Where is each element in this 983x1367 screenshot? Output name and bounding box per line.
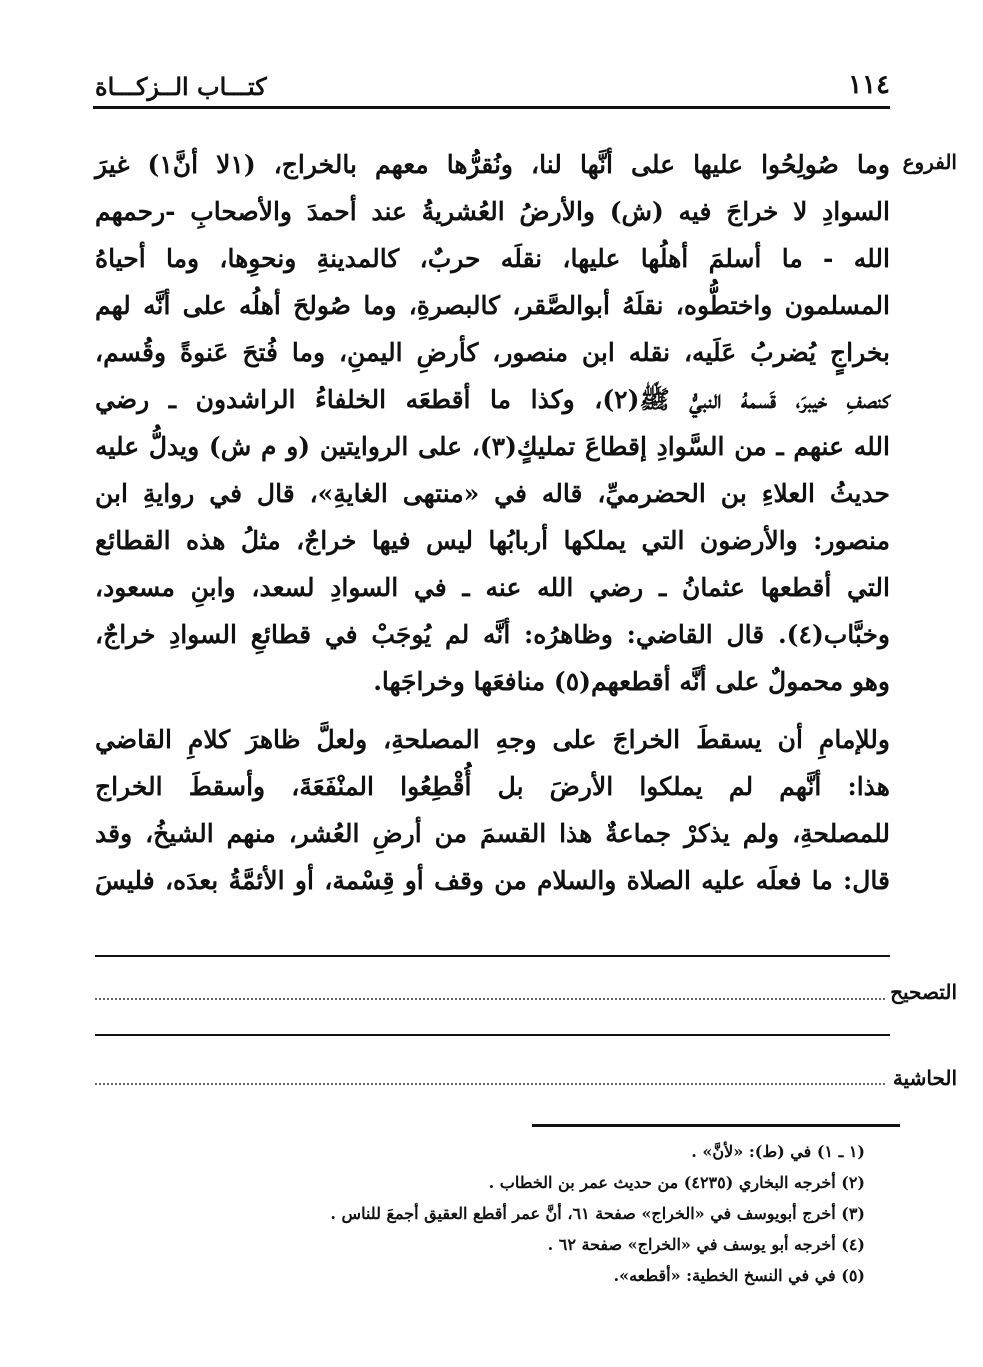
body-line: بخراجٍ يُضربُ عَلَيه، نقله ابن منصور، كأرضِ اليمنِ، وما فُتحَ عَنوةً وقُسم، [95,338,890,367]
body-line: المسلمون واختطُّوه، نقلَهُ أبوالصَّقر، كالبصرةِ، وما صُولحَ أهلُه على أنَّه لهم [95,291,890,320]
body-line: وهو محمولٌ على أنَّه أقطعهم(٥) منافعَها وخراجَها. [373,667,890,696]
divider [95,1034,890,1036]
body-line: وللإمامِ أن يسقطَ الخراجَ على وجهِ المصلحةِ، ولعلَّ ظاهرَ كلامِ القاضي [95,725,890,754]
footnote: (٥) في في النسخ الخطية: «أقطعه». [613,1266,865,1285]
hashiya-dotted-line [95,1083,885,1085]
body-line: هذا: أنَّهم لم يملكوا الأرضَ بل أُقْطِعُوا المنْفَعَةَ، وأسقطَ الخراج [95,772,890,801]
tashih-dotted-line [95,998,885,1000]
body-line: كنصفِ خيبرَ، قَسمهُ النبيُّ ﷺ(٢)، وكذا ما أقطعَه الخلفاءُ الراشدون ـ رضي [95,385,890,414]
footnote: (١ ـ ١) في (ط): «لأنَّ» . [691,1142,865,1161]
body-line: السوادِ لا خراجَ فيه (ش) والأرضُ العُشريةُ عند أحمدَ والأصحابِ -رحمهم [95,197,890,226]
side-label-furu: الفروع [902,150,957,174]
footnote: (٣) أخرج أبويوسف في «الخراج» صفحة ٦١، أنَّ عمر أقطع العقيق أجمعَ للناس . [330,1204,865,1223]
page-number: ١١٤ [848,70,890,100]
divider [95,955,890,957]
body-line: للمصلحةِ، ولم يذكرْ جماعةٌ هذا القسمَ من أرضِ العُشر، منهم الشيخُ، وقد [95,819,890,848]
body-line: قال: ما فعلَه عليه الصلاة والسلام من وقف أو قِسْمة، أو الأئمَّةُ بعدَه، فليسَ [95,866,890,895]
footnote: (٤) أخرجه أبو يوسف في «الخراج» صفحة ٦٢ . [547,1235,865,1254]
body-line: وخبَّاب(٤). قال القاضي: وظاهرُه: أنَّه لم يُوجَبْ في قطائعِ السوادِ خراجٌ، [95,620,890,649]
body-line: الله - ما أسلمَ أهلُها عليها، نقلَه حربٌ، كالمدينةِ ونحوِها، وما أحياهُ [95,244,890,273]
body-line: منصور: والأرضون التي يملكها أربابُها ليس فيها خراجٌ، مثلُ هذه القطائع [95,526,890,555]
side-label-tashih: التصحيح [890,980,957,1004]
header-rule [93,106,890,109]
footnote-rule [532,1124,900,1127]
side-label-hashiya: الحاشية [892,1066,957,1090]
body-line: وما صُولِحُوا عليها على أنَّها لنا، ونُقرُّها معهم بالخراج، (١لا أنَّ١) غيرَ [95,150,890,179]
footnote: (٢) أخرجه البخاري (٤٢٣٥) من حديث عمر بن الخطاب . [488,1173,865,1192]
body-line: الله عنهم ـ من السَّوادِ إقطاعَ تمليكٍ(٣)، على الروايتين (و م ش) ويدلُّ عليه [95,432,890,461]
body-line: التي أقطعها عثمانُ ـ رضي الله عنه ـ في السوادِ لسعد، وابنِ مسعود، [95,573,890,602]
body-line: حديثُ العلاءِ بن الحضرميِّ، قاله في «منتهى الغايةِ»، قال في روايةِ ابن [95,479,890,508]
running-title: كتـــاب الــزكـــاة [95,72,267,101]
